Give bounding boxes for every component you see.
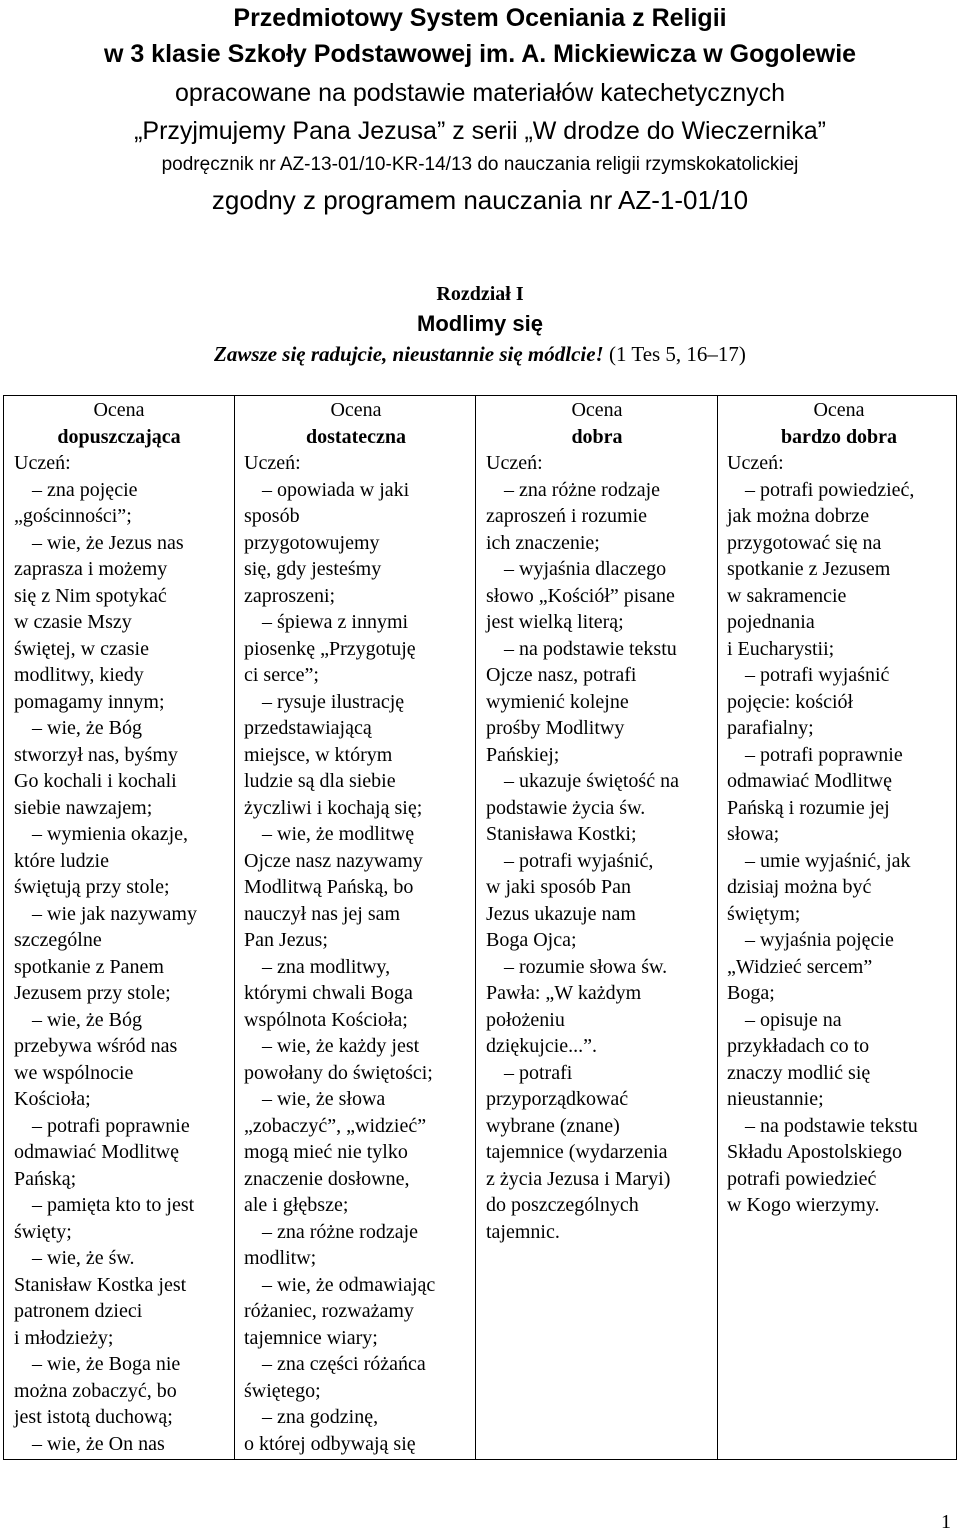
requirement-text-line: Jezus ukazuje nam (486, 902, 636, 925)
requirement-text-line: Pańskiej; (486, 743, 560, 766)
requirement-text-line: święty; (14, 1220, 72, 1243)
requirement-text-line: odmawiać Modlitwę (727, 770, 892, 792)
requirement-text-line: dziękujcie...”. (486, 1035, 598, 1057)
requirement-text-line: stworzył nas, byśmy (14, 743, 178, 766)
requirement-text-line: Modlitwą Pańską, bo (244, 876, 414, 898)
requirement-text-line: – wie, że odmawiając (262, 1273, 436, 1296)
requirement-text-line: – potrafi wyjaśnić, (504, 849, 654, 872)
document-series-line: „Przyjmujemy Pana Jezusa” z serii „W drodze do Wieczernika” (134, 117, 826, 145)
requirement-text-line: ci serce”; (244, 664, 319, 686)
column-header (14, 397, 224, 450)
requirement-text-line: do poszczególnych (486, 1194, 639, 1216)
requirement-text-line: – śpiewa z innymi (262, 611, 409, 633)
column-header-label: Ocena (571, 399, 623, 421)
requirement-text-line: znaczy modlić się (727, 1061, 871, 1084)
requirement-text-line: życzliwi i kochają się; (244, 796, 423, 819)
requirement-text-line: można zobaczyć, bo (14, 1379, 177, 1402)
requirement-text-line: parafialny; (727, 717, 814, 739)
requirement-text-line: i Eucharystii; (727, 637, 835, 660)
requirement-text-line: prośby Modlitwy (486, 717, 625, 739)
requirement-text-line: – rysuje ilustrację (262, 690, 405, 713)
requirement-text-line: podstawie życia św. (486, 796, 646, 819)
requirement-text-line: – zna różne rodzaje (262, 1220, 419, 1243)
requirement-text-line: pojednania (727, 611, 815, 633)
chapter-reference: (1 Tes 5, 16–17) (603, 342, 746, 366)
requirement-text-line: wspólnota Kościoła; (244, 1008, 408, 1031)
column-header (244, 397, 468, 450)
requirement-text-line: położeniu (486, 1008, 565, 1031)
requirement-text-line: Pan Jezus; (244, 929, 328, 951)
requirement-text-line: sposób (244, 505, 300, 527)
chapter-number: Rozdział I (436, 283, 524, 305)
requirement-text-line: spotkanie z Jezusem (727, 558, 891, 580)
page-number: 1 (941, 1511, 951, 1533)
requirement-text-line: – na podstawie tekstu (745, 1114, 918, 1137)
grade-column-very-good (727, 397, 951, 1219)
requirement-text-line: – zna części różańca (262, 1353, 426, 1375)
requirement-text-line: modlitwy, kiedy (14, 664, 144, 686)
column-header-grade: bardzo dobra (780, 425, 898, 448)
requirement-text-line: nauczył nas jej sam (244, 902, 401, 925)
requirement-text-line: przygotować się na (727, 531, 882, 554)
document-basis-line: opracowane na podstawie materiałów katechetycznych (174, 79, 786, 107)
requirement-text-line: słowa; (727, 823, 780, 845)
requirement-text-line: ale i głębsze; (244, 1194, 349, 1216)
requirement-text-line: ludzie są dla siebie (244, 770, 396, 792)
requirement-text-line: – wie, że Bóg (32, 717, 142, 739)
requirement-text-line: odmawiać Modlitwę (14, 1141, 179, 1163)
column-header-label: Ocena (813, 399, 865, 421)
column-header-grade: dostateczna (306, 425, 406, 448)
table-divider (475, 396, 476, 1459)
requirement-text-line: którymi chwali Boga (244, 982, 413, 1004)
requirement-text-line: różaniec, rozważamy (244, 1300, 414, 1322)
requirement-text-line: – potrafi poprawnie (745, 743, 903, 766)
requirement-text-line: – pamięta kto to jest (32, 1194, 195, 1216)
requirement-text-line: Boga; (727, 982, 775, 1004)
requirement-text-line: świętują przy stole; (14, 876, 170, 898)
requirement-text-line: Boga Ojca; (486, 929, 577, 951)
requirement-text-line: – zna różne rodzaje (504, 478, 661, 501)
requirement-text-line: – rozumie słowa św. (504, 955, 668, 978)
requirement-text-line: z życia Jezusa i Maryi) (486, 1167, 671, 1190)
requirement-text-line: – wie, że słowa (262, 1088, 386, 1110)
requirement-text-line: które ludzie (14, 849, 109, 872)
requirement-text-line: – wie, że św. (32, 1247, 135, 1269)
requirement-text-line: – na podstawie tekstu (504, 637, 677, 660)
column-header-label: Ocena (93, 399, 145, 421)
requirement-text-line: się z Nim spotykać (14, 584, 167, 607)
requirement-text-line: – wie, że Boga nie (32, 1353, 181, 1375)
requirement-text-line: – potrafi wyjaśnić (745, 664, 890, 686)
requirement-text-line: Go kochali i kochali (14, 770, 177, 792)
requirement-text-line: we wspólnocie (14, 1061, 134, 1084)
requirement-text-line: Składu Apostolskiego (727, 1141, 903, 1163)
requirement-text-line: tajemnice (wydarzenia (486, 1141, 668, 1163)
column-header-grade: dopuszczająca (57, 425, 181, 448)
requirement-text-line: wymienić kolejne (486, 690, 629, 713)
requirement-text-line: – potrafi poprawnie (32, 1114, 190, 1137)
requirement-text-line: powołany do świętości; (244, 1061, 433, 1084)
requirement-text-line: – wymienia okazje, (32, 823, 189, 845)
requirement-text-line: – umie wyjaśnić, jak (745, 849, 911, 872)
requirement-text-line: – wie jak nazywamy (32, 902, 197, 925)
requirement-text-line: świętym; (727, 902, 801, 925)
requirement-text-line: – zna pojęcie (32, 478, 138, 501)
requirement-text-line: Uczeń: (244, 452, 301, 474)
document-title: Przedmiotowy System Oceniania z Religii (233, 4, 727, 32)
requirement-text-line: – wyjaśnia dlaczego (504, 558, 667, 580)
requirement-text-line: świętego; (244, 1379, 321, 1402)
document-school-line: w 3 klasie Szkoły Podstawowej im. A. Mickiewicza w Gogolewie (103, 40, 857, 68)
requirement-text-line: zaproszeń i rozumie (486, 505, 648, 527)
grade-column-sufficient-minimum (14, 397, 224, 1457)
requirement-text-line: zaproszeni; (244, 584, 336, 607)
requirement-text-line: jak można dobrze (727, 505, 870, 527)
requirement-text-line: przygotowujemy (244, 531, 380, 554)
requirement-text-line: spotkanie z Panem (14, 955, 164, 978)
requirement-text-line: – opowiada w jaki (262, 478, 410, 501)
requirement-text-line: potrafi powiedzieć (727, 1167, 877, 1190)
requirement-text-line: przedstawiającą (244, 717, 372, 739)
table-divider (234, 396, 235, 1459)
requirement-text-line: „gościnności”; (14, 505, 132, 527)
column-header (727, 397, 951, 450)
requirement-text-line: Ojcze nasz nazywamy (244, 849, 423, 872)
requirement-text-line: mogą mieć nie tylko (244, 1141, 408, 1163)
requirement-text-line: wybrane (znane) (486, 1114, 620, 1137)
requirement-text-line: nieustannie; (727, 1088, 824, 1110)
requirement-text-line: – wie, że On nas (32, 1432, 165, 1455)
requirement-text-line: szczególne (14, 929, 102, 951)
requirement-text-line: „Widzieć sercem” (727, 955, 873, 978)
requirement-text-line: Jezusem przy stole; (14, 982, 171, 1004)
grade-column-satisfactory (244, 397, 468, 1457)
requirement-text-line: w Kogo wierzymy. (727, 1194, 880, 1216)
column-header-grade: dobra (571, 425, 623, 448)
requirement-text-line: – zna godzinę, (262, 1406, 379, 1428)
requirement-text-line: zaprasza i możemy (14, 558, 168, 580)
requirement-text-line: Ojcze nasz, potrafi (486, 664, 637, 686)
requirement-text-line: – zna modlitwy, (262, 955, 391, 978)
requirement-text-line: przyporządkować (486, 1088, 629, 1110)
requirement-text-line: Pańską i rozumie jej (727, 796, 890, 819)
requirement-text-line: się, gdy jesteśmy (244, 558, 382, 580)
requirement-text-line: przykładach co to (727, 1035, 870, 1057)
requirement-text-line: jest istotą duchową; (14, 1406, 173, 1428)
requirement-text-line: tajemnice wiary; (244, 1326, 378, 1349)
requirement-text-line: Stanisław Kostka jest (14, 1273, 187, 1296)
requirement-text-line: pojęcie: kościół (727, 690, 854, 713)
requirement-text-line: w sakramencie (727, 584, 847, 607)
requirement-text-line: Uczeń: (486, 452, 543, 474)
requirement-text-line: słowo „Kościół” pisane (486, 584, 675, 607)
requirement-text-line: – potrafi powiedzieć, (745, 478, 915, 501)
requirement-text-line: pomagamy innym; (14, 690, 165, 713)
requirement-text-line: Uczeń: (14, 452, 71, 474)
requirement-text-line: piosenkę „Przygotuję (244, 637, 416, 660)
table-divider (717, 396, 718, 1459)
requirement-text-line: „zobaczyć”, „widzieć” (244, 1114, 427, 1137)
requirement-text-line: Pawła: „W każdym (486, 982, 642, 1004)
requirement-text-line: w jaki sposób Pan (486, 876, 631, 898)
requirement-text-line: – potrafi (504, 1061, 573, 1084)
requirement-text-line: Pańską; (14, 1167, 77, 1190)
chapter-quote: Zawsze się radujcie, nieustannie się módlcie! (214, 342, 604, 366)
requirement-text-line: patronem dzieci (14, 1300, 143, 1322)
requirement-text-line: znaczenie dosłowne, (244, 1167, 410, 1190)
requirement-text-line: o której odbywają się (244, 1432, 416, 1455)
requirement-text-line: – ukazuje świętość na (504, 770, 679, 792)
requirement-text-line: dzisiaj można być (727, 876, 872, 898)
requirement-text-line: – wie, że Jezus nas (32, 531, 184, 554)
requirement-text-line: – opisuje na (745, 1008, 842, 1031)
requirement-text-line: – wie, że modlitwę (262, 823, 415, 845)
requirement-text-line: modlitw; (244, 1247, 317, 1269)
requirement-text-line: Uczeń: (727, 452, 784, 474)
requirement-text-line: siebie nawzajem; (14, 796, 153, 819)
requirement-text-line: jest wielką literą; (486, 611, 624, 633)
requirement-text-line: tajemnic. (486, 1220, 560, 1243)
column-header-label: Ocena (330, 399, 382, 421)
requirement-text-line: Kościoła; (14, 1088, 91, 1110)
grade-column-good (486, 397, 708, 1245)
requirement-text-line: – wyjaśnia pojęcie (745, 929, 894, 951)
requirement-text-line: – wie, że każdy jest (262, 1035, 420, 1057)
document-textbook-line: podręcznik nr AZ-13-01/10-KR-14/13 do nauczania religii rzymskokatolickiej (161, 154, 799, 175)
chapter-title: Modlimy się (417, 311, 543, 336)
requirement-text-line: w czasie Mszy (14, 611, 132, 633)
chapter-quote-line (0, 338, 960, 370)
requirement-text-line: ich znaczenie; (486, 531, 600, 554)
requirement-text-line: – wie, że Bóg (32, 1008, 142, 1031)
requirement-text-line: przebywa wśród nas (14, 1035, 178, 1057)
requirement-text-line: i młodzieży; (14, 1326, 114, 1349)
requirement-text-line: Stanisława Kostki; (486, 823, 637, 845)
column-header (486, 397, 708, 450)
requirement-text-line: miejsce, w którym (244, 743, 393, 766)
document-program-line: zgodny z programem nauczania nr AZ-1-01/10 (211, 185, 749, 215)
requirement-text-line: świętej, w czasie (14, 637, 149, 660)
